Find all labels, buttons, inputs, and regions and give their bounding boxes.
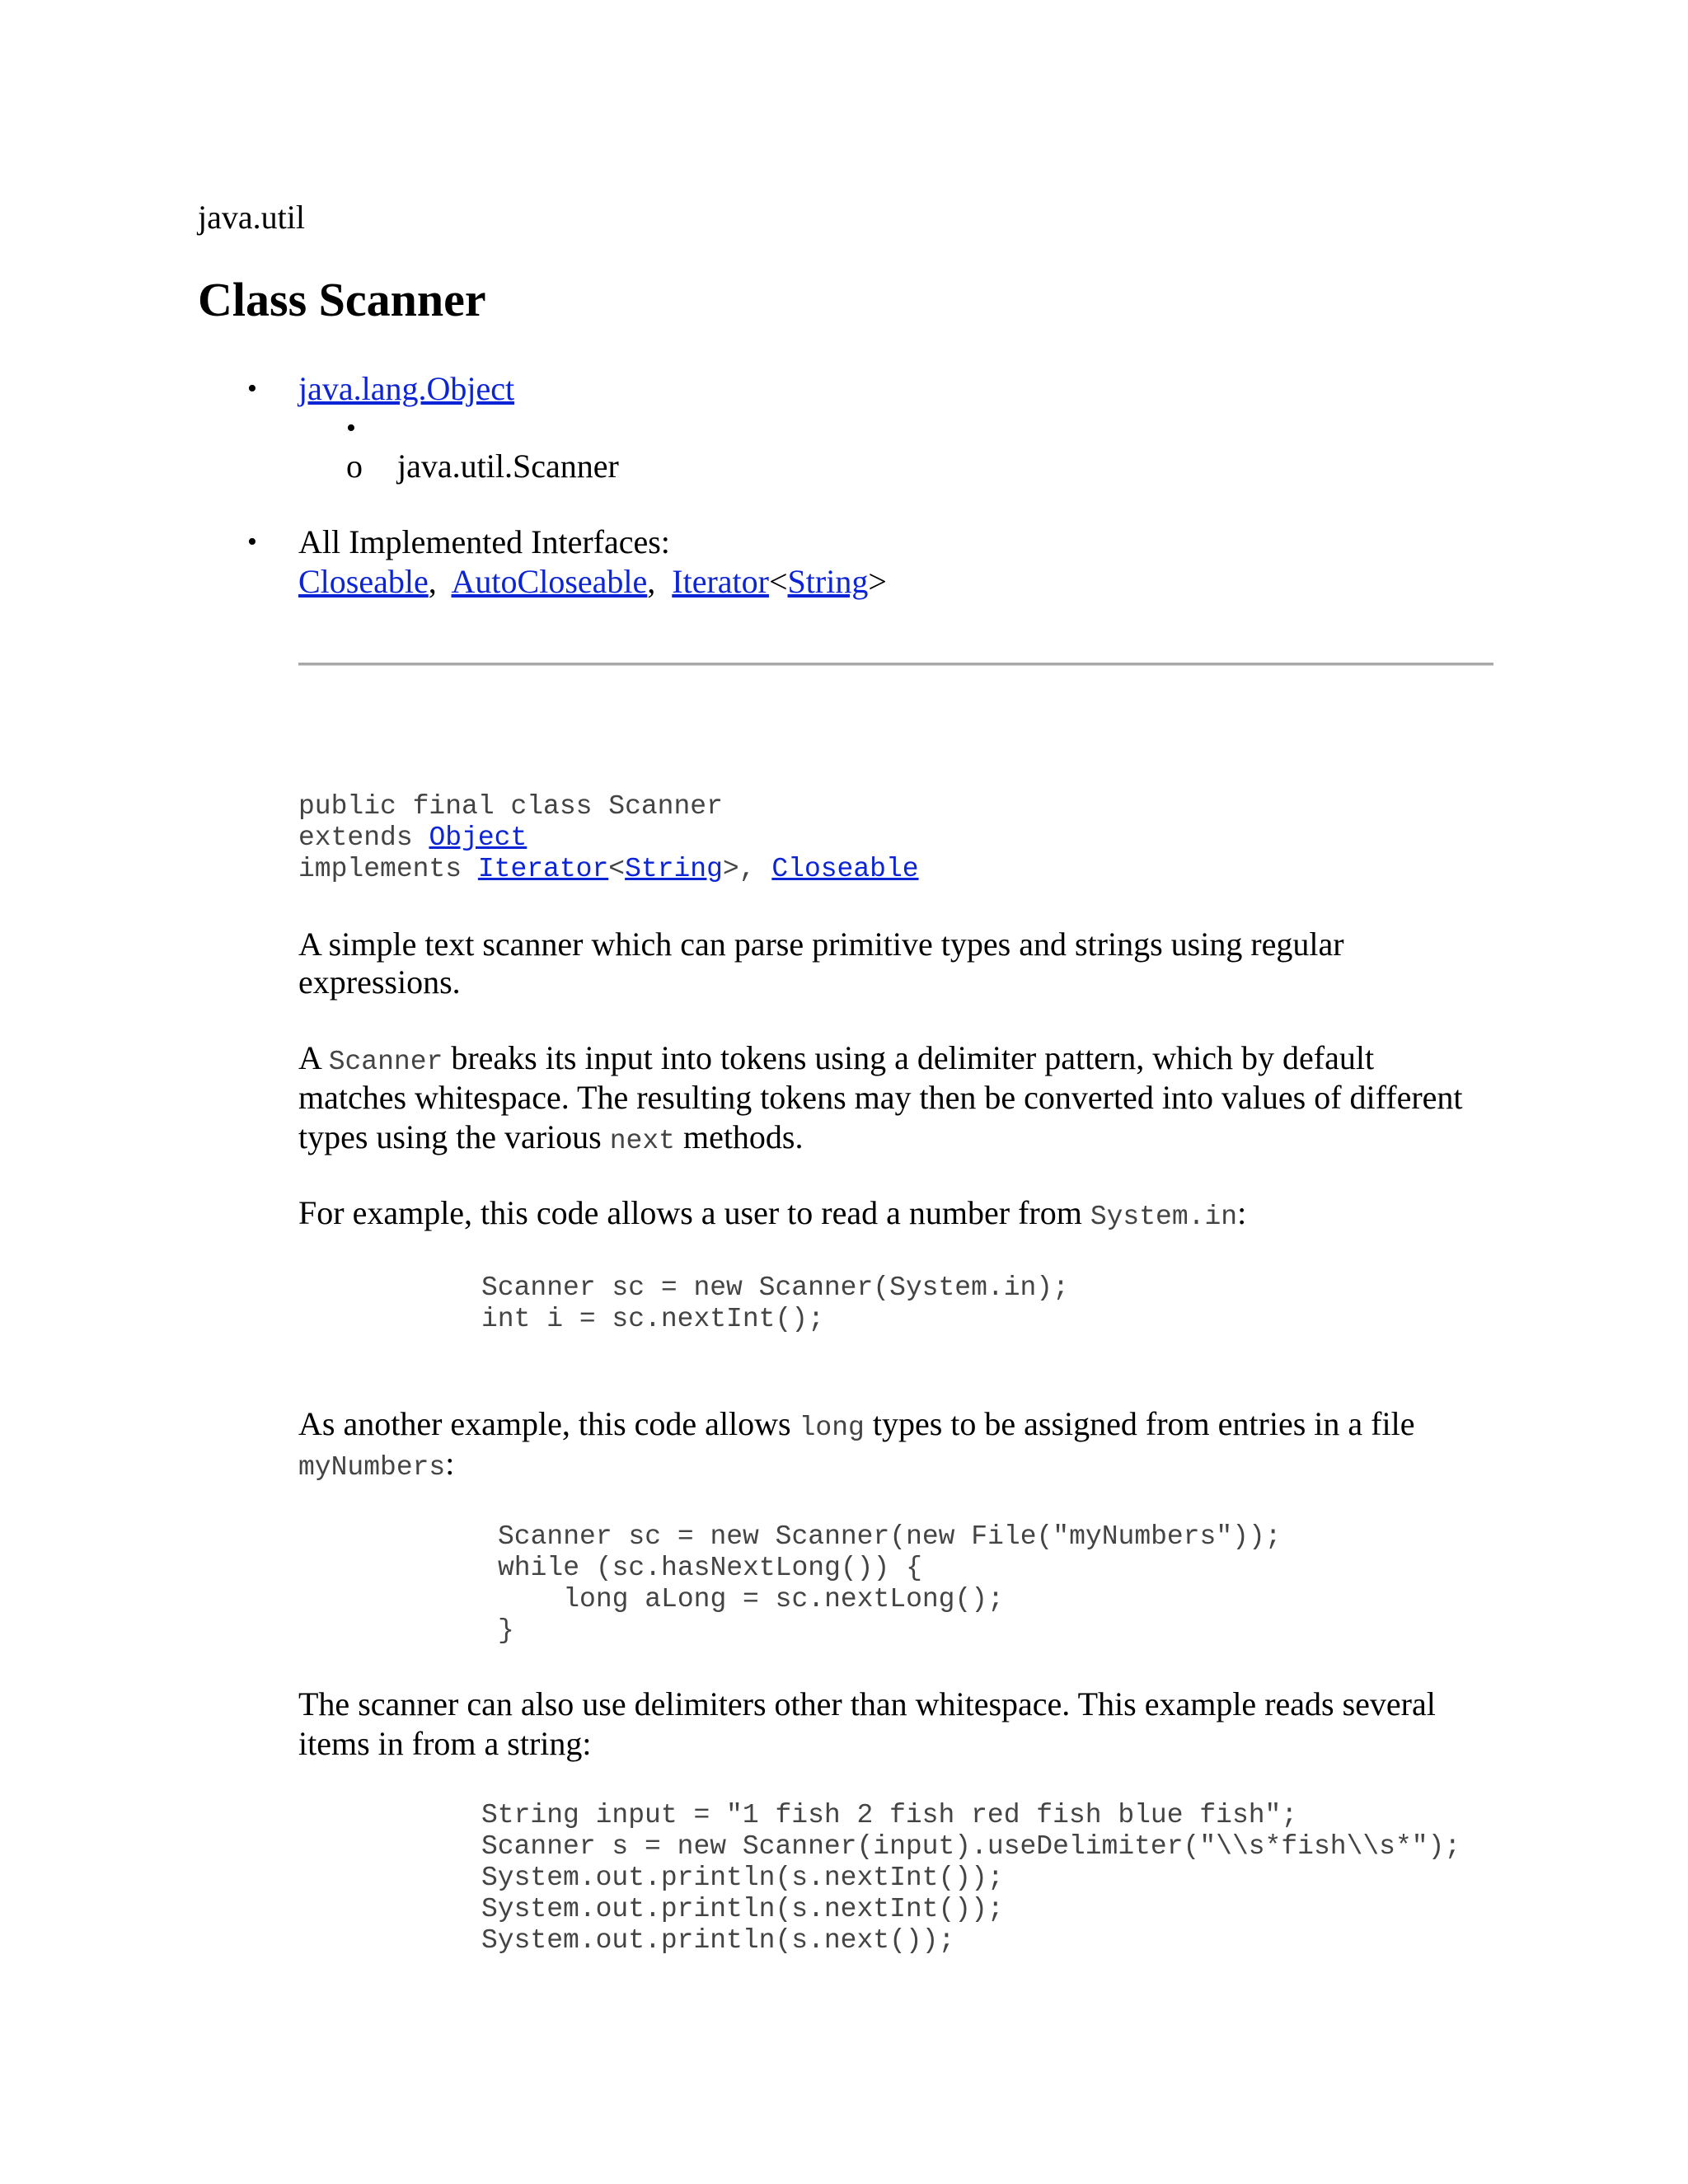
separator: , [647, 563, 656, 600]
inline-code-scanner: Scanner [328, 1047, 443, 1077]
interfaces-heading: All Implemented Interfaces: [298, 523, 670, 560]
sub-bullet: o [346, 448, 363, 485]
implements-keyword: implements [298, 854, 478, 884]
text: A [298, 1039, 329, 1076]
package-name: java.util [198, 199, 305, 236]
bullet: • [247, 373, 257, 404]
text: types to be assigned from entries in a file [864, 1405, 1415, 1442]
code-example-3-line: Scanner s = new Scanner(input).useDelimiter("\\s*fish\\s*"); [481, 1831, 1461, 1862]
code-example-3-line: String input = "1 fish 2 fish red fish blue fish"; [481, 1800, 1298, 1830]
description-p5-line2: items in from a string: [298, 1725, 592, 1762]
code-example-2-line: Scanner sc = new Scanner(new File("myNumbers")); [498, 1521, 1282, 1552]
text: methods. [674, 1118, 804, 1155]
gt-comma: >, [722, 854, 772, 884]
gt-symbol: > [868, 563, 887, 600]
autocloseable-link[interactable]: AutoCloseable [451, 563, 648, 600]
code-example-3-line: System.out.println(s.next()); [481, 1925, 955, 1956]
description-p2-line2: matches whitespace. The resulting tokens may then be converted into values of different [298, 1079, 1463, 1116]
lt-symbol: < [768, 563, 788, 600]
code-example-2-line: long aLong = sc.nextLong(); [498, 1584, 1004, 1615]
description-p2-line1 [298, 1038, 1374, 1082]
declaration-line1: public final class Scanner [298, 791, 723, 822]
closeable-link[interactable]: Closeable [771, 854, 919, 884]
description-p2-line3 [298, 1118, 804, 1161]
description-p4-line2 [298, 1444, 454, 1488]
inline-code-next: next [609, 1126, 675, 1156]
string-link[interactable]: String [787, 563, 869, 600]
text: : [445, 1445, 455, 1482]
inline-code-system-in: System.in [1090, 1202, 1238, 1232]
code-example-1-line: int i = sc.nextInt(); [481, 1304, 824, 1334]
lt-symbol: < [608, 854, 626, 884]
description-p3 [298, 1193, 1246, 1237]
string-link[interactable]: String [625, 854, 723, 884]
inline-code-mynumbers: myNumbers [298, 1452, 446, 1483]
bullet: • [346, 413, 356, 443]
code-example-1-line: Scanner sc = new Scanner(System.in); [481, 1272, 1069, 1303]
text: breaks its input into tokens using a delimiter pattern, which by default [443, 1039, 1375, 1076]
text: types using the various [298, 1118, 610, 1155]
iterator-link[interactable]: Iterator [672, 563, 769, 600]
code-example-3-line: System.out.println(s.nextInt()); [481, 1894, 1004, 1924]
iterator-link[interactable]: Iterator [477, 854, 609, 884]
separator: , [428, 563, 437, 600]
code-example-2-line: while (sc.hasNextLong()) { [498, 1553, 922, 1583]
horizontal-rule [298, 663, 1493, 666]
text: : [1237, 1194, 1247, 1231]
description-p1-line2: expressions. [298, 963, 461, 1001]
code-example-2-line: } [498, 1615, 514, 1646]
code-example-3-line: System.out.println(s.nextInt()); [481, 1863, 1004, 1893]
java-lang-object-link[interactable]: java.lang.Object [298, 370, 515, 407]
description-p5-line1: The scanner can also use delimiters other than whitespace. This example reads several [298, 1685, 1436, 1722]
interfaces-list [298, 562, 887, 602]
closeable-link[interactable]: Closeable [298, 563, 429, 600]
object-link[interactable]: Object [429, 823, 528, 853]
bullet: • [247, 527, 257, 557]
declaration-implements [298, 854, 919, 885]
description-p4-line1 [298, 1404, 1414, 1448]
text: For example, this code allows a user to read a number from [298, 1194, 1090, 1231]
extends-keyword: extends [298, 823, 429, 853]
class-title: Class Scanner [198, 273, 486, 326]
inline-code-long: long [799, 1413, 865, 1443]
text: As another example, this code allows [298, 1405, 799, 1442]
description-p1-line1: A simple text scanner which can parse primitive types and strings using regular [298, 926, 1344, 963]
declaration-extends [298, 823, 527, 854]
current-class: java.util.Scanner [397, 448, 619, 485]
